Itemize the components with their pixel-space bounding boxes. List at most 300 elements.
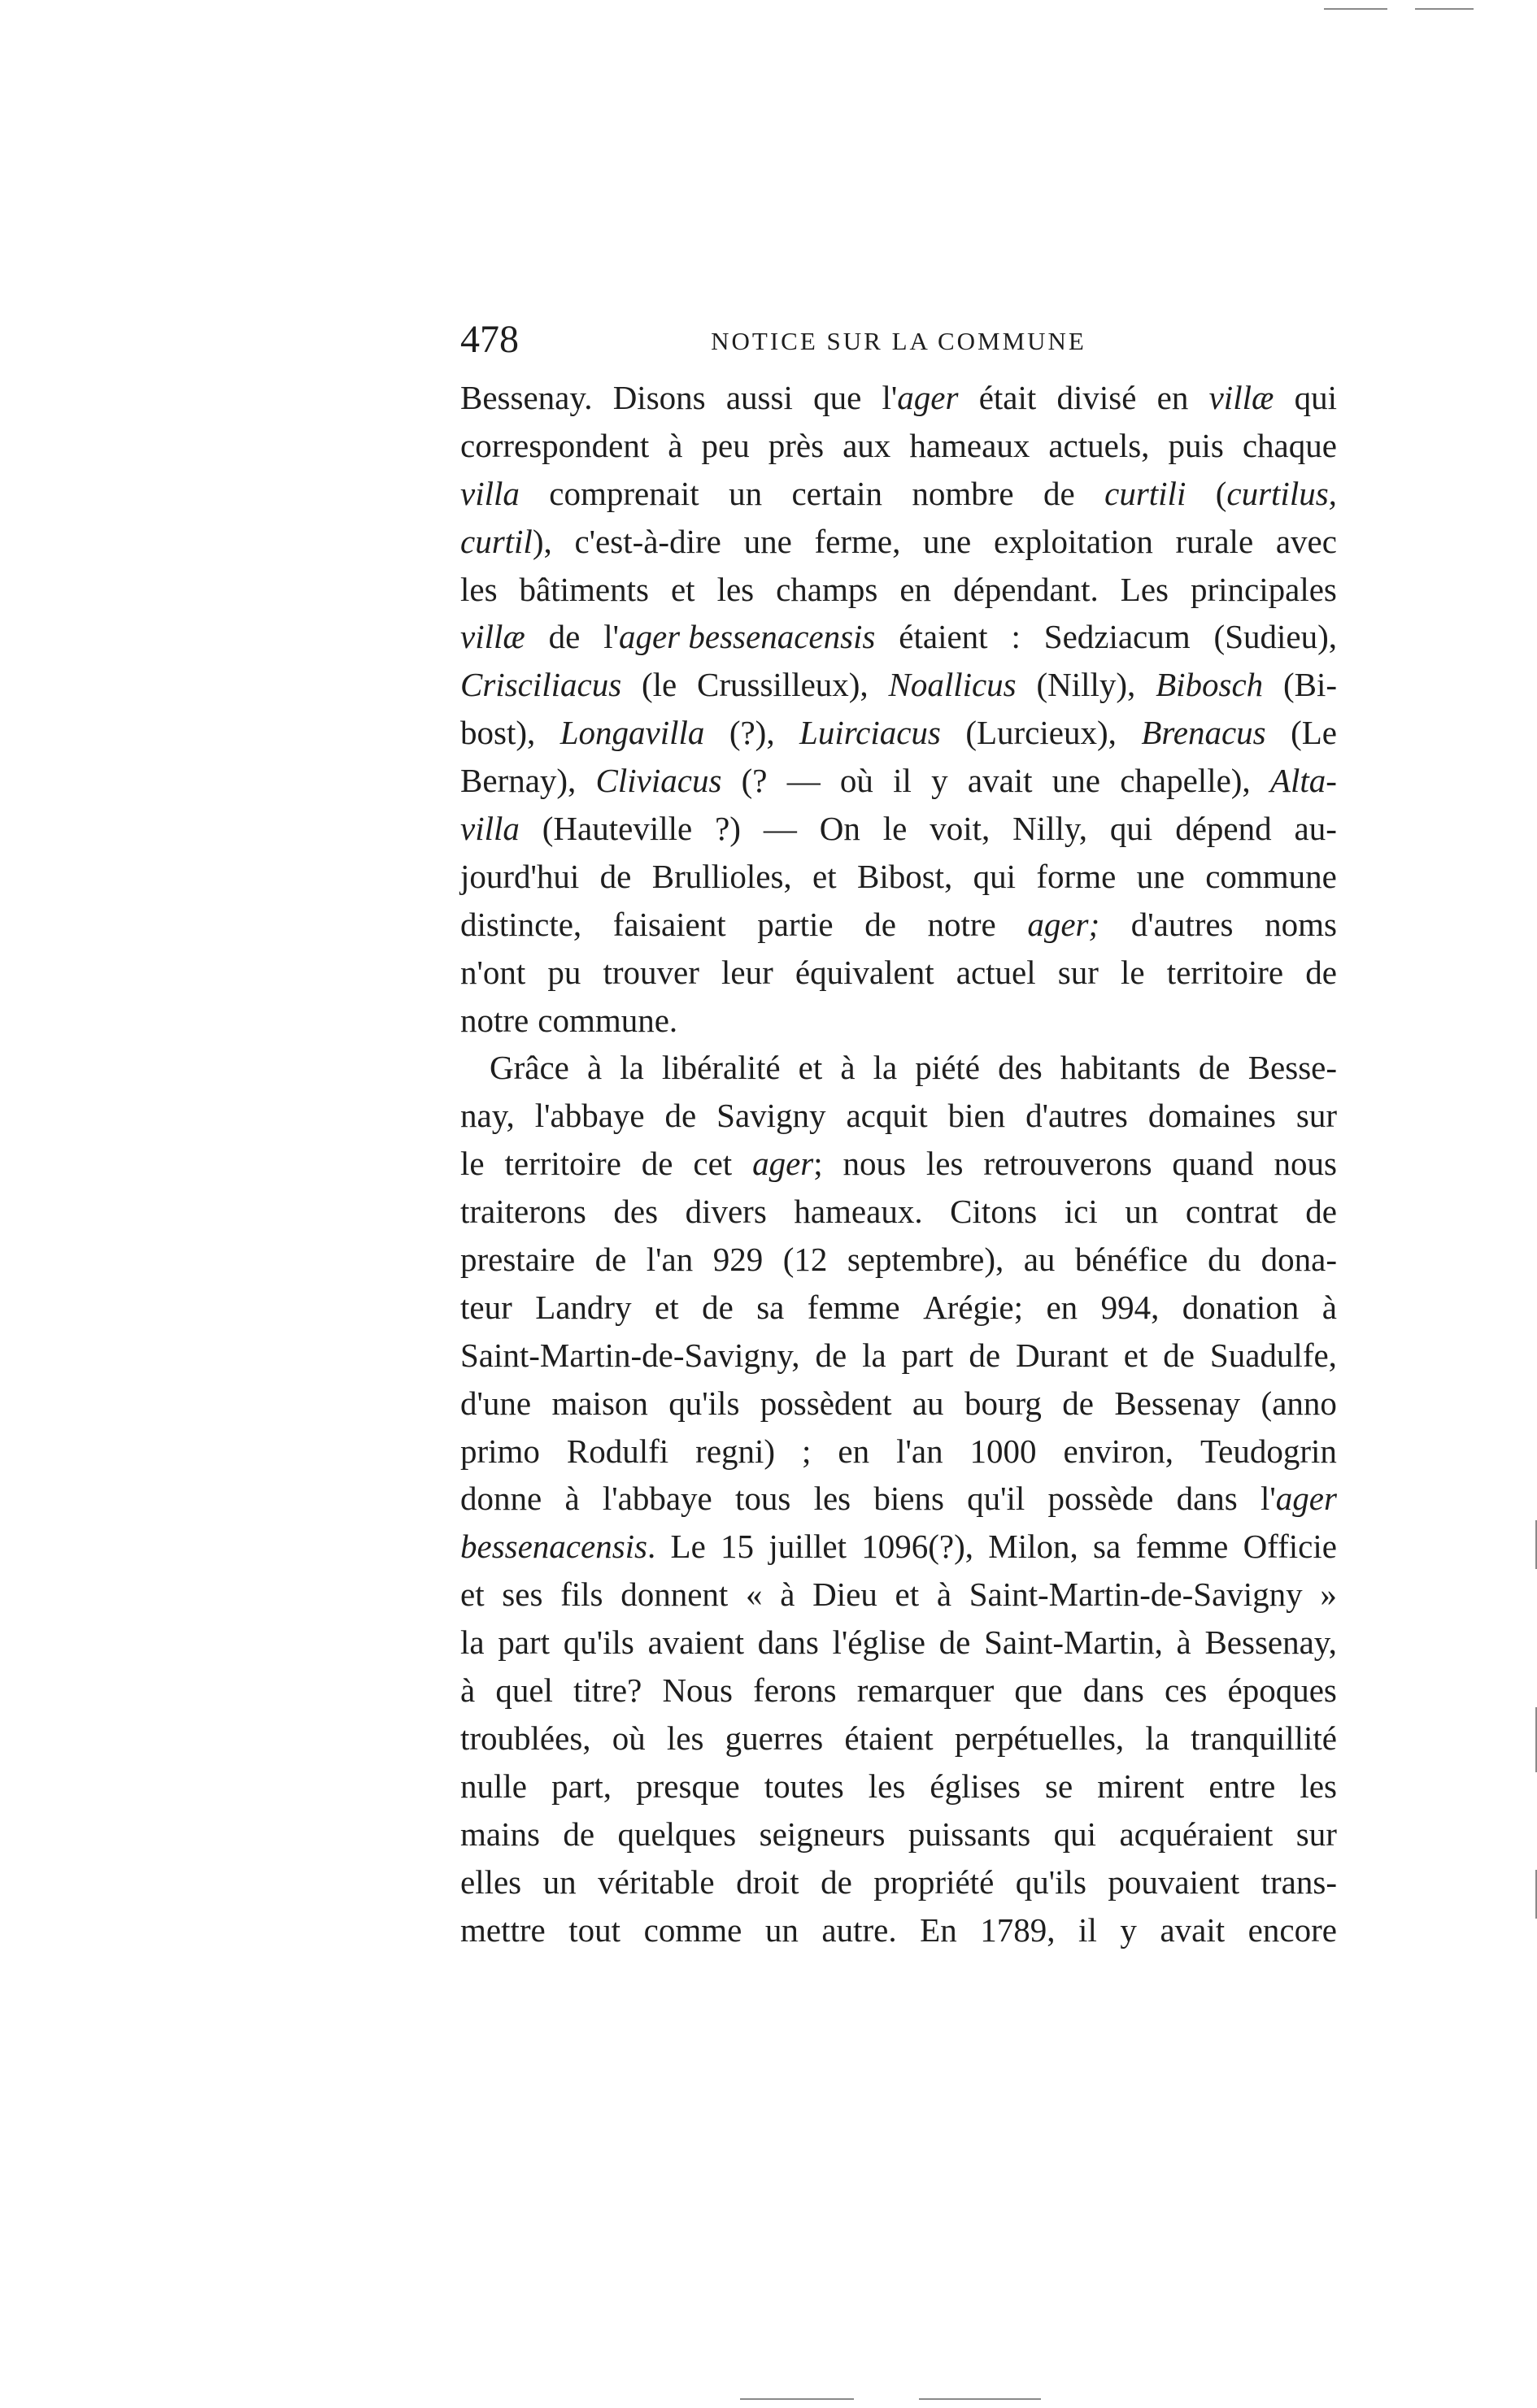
word-group	[908, 1810, 1030, 1858]
word: quand	[1172, 1145, 1254, 1183]
text-line	[460, 997, 1337, 1045]
word: avait	[1160, 1910, 1226, 1949]
word: forme	[1036, 857, 1117, 895]
text-line	[460, 709, 1337, 757]
word-group	[1274, 1140, 1337, 1188]
word-group	[460, 1858, 521, 1906]
word: —	[763, 810, 797, 848]
word: Crussilleux),	[697, 666, 869, 704]
word-group	[1167, 949, 1283, 997]
text-line	[460, 1619, 1337, 1667]
word: biens	[873, 1480, 944, 1518]
word: sa	[756, 1288, 785, 1326]
word: noms	[1265, 905, 1337, 943]
word: qu'ils	[1015, 1863, 1086, 1901]
word: de	[821, 1863, 852, 1901]
word: de	[641, 1145, 673, 1183]
word-group	[1261, 1475, 1337, 1523]
word: un	[729, 474, 763, 512]
word: hameaux	[909, 426, 1030, 464]
word-group	[564, 1619, 634, 1667]
page-number: 478	[460, 318, 519, 361]
word-group	[783, 1236, 828, 1284]
word: Saint-Martin-de-Savigny,	[460, 1336, 800, 1374]
page-body	[460, 374, 1337, 1954]
word: remarquer	[856, 1671, 995, 1710]
word-group	[1135, 1523, 1228, 1571]
word-group	[873, 1858, 994, 1906]
word: guerres	[725, 1719, 824, 1757]
word: ;	[813, 1145, 823, 1183]
word: environ,	[1063, 1432, 1174, 1470]
text-line	[460, 1236, 1337, 1284]
word-group	[1305, 949, 1337, 997]
text-line	[460, 1858, 1337, 1906]
word: de	[702, 1288, 734, 1326]
word: y	[1120, 1910, 1137, 1949]
italic-word: curtilus,	[1226, 474, 1337, 512]
word-group	[1157, 374, 1189, 422]
word-group	[613, 901, 726, 949]
word-group	[1261, 1858, 1337, 1906]
word: exploitation	[993, 522, 1153, 560]
word: Rodulfi	[566, 1432, 669, 1470]
word-group	[1300, 1763, 1337, 1810]
word-group	[1120, 1906, 1137, 1954]
word-group	[613, 1188, 658, 1236]
word: le	[882, 810, 908, 848]
word: pouvaient	[1108, 1863, 1240, 1901]
word: Besse-	[1247, 1049, 1337, 1087]
word-group	[756, 1284, 784, 1332]
word-group	[1175, 805, 1271, 853]
word: que	[1014, 1671, 1063, 1710]
word: Citons	[950, 1193, 1038, 1231]
word: (Sudieu),	[1213, 618, 1337, 656]
word: avec	[1275, 522, 1337, 560]
word: pu	[547, 953, 581, 991]
word: la	[620, 1049, 644, 1087]
word-group	[1208, 1236, 1241, 1284]
word-group	[542, 805, 692, 853]
word-group	[1052, 757, 1100, 805]
word: 1096(?),	[861, 1528, 973, 1566]
word: tous	[734, 1480, 791, 1518]
word-group	[869, 1763, 906, 1810]
word: possèdent	[760, 1384, 892, 1422]
italic-word: villæ	[460, 618, 525, 656]
italic-word: Luirciacus	[799, 714, 941, 752]
word: Bibost,	[856, 857, 953, 895]
word: puis	[1168, 426, 1224, 464]
text-line	[460, 613, 1337, 661]
word-group	[808, 1284, 900, 1332]
word: (12	[782, 1241, 828, 1279]
word: il	[1078, 1910, 1097, 1949]
word-group	[460, 1236, 575, 1284]
word-group	[843, 422, 890, 470]
word: qui	[1109, 810, 1153, 848]
word-group	[1243, 422, 1337, 470]
word-group	[998, 1044, 1043, 1092]
word-group	[1057, 374, 1137, 422]
word-group	[460, 901, 581, 949]
word: toutes	[764, 1767, 844, 1805]
word: chapelle),	[1120, 762, 1251, 800]
word-group	[1114, 1380, 1240, 1428]
word-group	[736, 1858, 799, 1906]
word-group	[1320, 1571, 1337, 1619]
text-line	[460, 1763, 1337, 1810]
word: c'est-à-dire	[574, 522, 721, 560]
text-line	[460, 566, 1337, 614]
word: Durant	[1015, 1336, 1108, 1374]
word: faisaient	[612, 905, 726, 943]
word: quelques	[617, 1815, 737, 1853]
word-group	[697, 661, 869, 709]
word: les	[666, 1719, 704, 1757]
word: de	[1163, 1336, 1195, 1374]
word: à	[668, 426, 683, 464]
word: l'	[882, 379, 898, 416]
word-group	[1216, 470, 1337, 518]
word: dans	[757, 1623, 819, 1662]
word: l'église	[832, 1623, 925, 1662]
word: du	[1208, 1241, 1242, 1279]
word: bourg	[964, 1384, 1042, 1422]
word: commune	[1205, 857, 1337, 895]
word: leur	[721, 953, 773, 991]
word: de	[1062, 1384, 1094, 1422]
word: l'	[1260, 1480, 1276, 1518]
word-group	[603, 613, 875, 661]
italic-word: ager bessenacensis	[618, 618, 876, 656]
word-group	[721, 949, 773, 997]
word-group	[902, 1332, 954, 1380]
word-group	[460, 1523, 655, 1571]
word-group	[984, 1619, 1163, 1667]
text-line	[460, 1475, 1337, 1523]
word: l'abbaye	[602, 1480, 712, 1518]
word: les	[925, 1145, 964, 1183]
word-group	[965, 709, 1117, 757]
word: véritable	[598, 1863, 715, 1901]
word-group	[1120, 757, 1250, 805]
word: de	[664, 1097, 697, 1135]
word-group	[1156, 661, 1263, 709]
word: comme	[643, 1910, 742, 1949]
word: et	[460, 1576, 485, 1614]
word: 1000	[969, 1432, 1037, 1470]
scan-mark-bottom	[740, 2398, 854, 2400]
word: au	[1023, 1241, 1056, 1279]
word-group	[1199, 1044, 1230, 1092]
word: avait	[967, 762, 1033, 800]
word: primo	[460, 1432, 540, 1470]
word-group	[665, 1092, 697, 1140]
word-group	[873, 1044, 898, 1092]
word: la	[862, 1336, 886, 1374]
word: en	[838, 1432, 870, 1470]
word: le	[460, 1145, 485, 1183]
word: femme	[807, 1288, 900, 1326]
word-group	[647, 1236, 693, 1284]
word: nombre	[912, 474, 1014, 512]
word-group	[549, 613, 581, 661]
word-group	[752, 1140, 823, 1188]
word-group	[862, 1332, 886, 1380]
word-group	[1048, 1475, 1154, 1523]
word: d'autres	[1025, 1097, 1128, 1135]
word: Grâce	[490, 1049, 569, 1087]
word-group	[795, 949, 934, 997]
word: de	[969, 1336, 1001, 1374]
word-group	[744, 518, 792, 566]
word-group	[1083, 1667, 1144, 1715]
word-group	[543, 1858, 577, 1906]
italic-word: bessenacensis	[460, 1528, 648, 1566]
word-group	[847, 1236, 1004, 1284]
word-group	[794, 1188, 922, 1236]
word-group	[1205, 853, 1337, 901]
word: dépendant.	[953, 570, 1099, 608]
text-line	[460, 1332, 1337, 1380]
word-group	[568, 1906, 620, 1954]
word: avaient	[647, 1623, 744, 1662]
word-group	[768, 1523, 847, 1571]
word-group	[956, 949, 1036, 997]
word-group	[1093, 1523, 1121, 1571]
word-group	[1182, 1284, 1299, 1332]
word: seigneurs	[759, 1815, 886, 1853]
word-group	[1110, 805, 1152, 853]
text-line	[460, 1044, 1337, 1092]
word: qui	[1294, 379, 1337, 416]
word-group	[693, 1140, 732, 1188]
word-group	[776, 566, 877, 614]
word: commune.	[538, 1001, 678, 1039]
word-group	[1044, 613, 1191, 661]
word: dépend	[1175, 810, 1272, 848]
word: et	[895, 1576, 920, 1614]
word-group	[980, 1906, 1055, 1954]
word-group	[617, 1810, 736, 1858]
word-group	[764, 1763, 844, 1810]
word-group	[538, 997, 677, 1045]
word: bien	[947, 1097, 1006, 1135]
word: divisé	[1056, 379, 1137, 416]
word: équivalent	[795, 953, 934, 991]
word-group	[994, 518, 1153, 566]
italic-word: curtil	[460, 522, 533, 560]
word: quel	[495, 1671, 553, 1710]
word: peu	[701, 426, 750, 464]
word: Teudogrin	[1200, 1432, 1337, 1470]
word-group	[1048, 422, 1149, 470]
word-group	[671, 1523, 706, 1571]
word: elles	[460, 1863, 522, 1901]
word-group	[460, 709, 535, 757]
italic-word: Crisciliacus	[460, 666, 622, 704]
word-group	[695, 1428, 775, 1476]
word: ferme,	[814, 522, 901, 560]
word: bénéfice	[1074, 1241, 1188, 1279]
word-group	[1305, 1188, 1337, 1236]
scan-mark-top	[1324, 8, 1387, 10]
word-group	[953, 566, 1099, 614]
word-group	[1011, 613, 1020, 661]
word: acquit	[846, 1097, 928, 1135]
word: puissants	[908, 1815, 1031, 1853]
word: en	[1046, 1288, 1078, 1326]
word: (Nilly),	[1036, 666, 1136, 704]
word-group	[883, 805, 908, 853]
word-group	[764, 805, 797, 853]
word-group	[460, 1140, 485, 1188]
word: ses	[502, 1576, 543, 1614]
word: de	[1305, 953, 1337, 991]
word: bost),	[460, 714, 536, 752]
word-group	[567, 1428, 668, 1476]
word-group	[746, 1571, 763, 1619]
word: ;	[802, 1432, 812, 1470]
word: qui	[1053, 1815, 1097, 1853]
word-group	[495, 1667, 553, 1715]
word-group	[861, 1523, 973, 1571]
word-group	[1228, 1667, 1337, 1715]
word: libéralité	[661, 1049, 781, 1087]
word: presque	[636, 1767, 740, 1805]
text-line	[460, 1571, 1337, 1619]
word-group	[1163, 1332, 1195, 1380]
word-group	[864, 901, 896, 949]
text-line	[460, 518, 1337, 566]
word-group	[686, 1188, 767, 1236]
word: Nous	[662, 1671, 734, 1710]
word-group	[968, 757, 1033, 805]
word-group	[1283, 661, 1337, 709]
word-group	[1204, 1619, 1336, 1667]
word-group	[1036, 853, 1116, 901]
word-group	[460, 566, 498, 614]
word-group	[964, 1380, 1042, 1428]
word-group	[1209, 374, 1274, 422]
text-line	[460, 1523, 1337, 1571]
word-group	[1065, 1188, 1098, 1236]
word: donne	[460, 1480, 542, 1518]
word-group	[909, 422, 1030, 470]
word-group	[833, 1619, 925, 1667]
word: que	[813, 379, 862, 416]
word-group	[896, 1428, 943, 1476]
word-group	[787, 757, 821, 805]
word: qui	[973, 857, 1017, 895]
word-group	[1145, 1715, 1169, 1763]
word-group	[1176, 518, 1254, 566]
word: rurale	[1175, 522, 1254, 560]
text-line	[460, 949, 1337, 997]
word: un	[542, 1863, 577, 1901]
word-group	[969, 1332, 1000, 1380]
text-line	[460, 1906, 1337, 1954]
word-group	[460, 1906, 546, 1954]
word-group	[460, 805, 520, 853]
word-group	[857, 853, 952, 901]
word: droit	[736, 1863, 799, 1901]
word-group	[1027, 901, 1099, 949]
word-group	[915, 1044, 980, 1092]
scan-mark-top	[1415, 8, 1474, 10]
word: maison	[551, 1384, 648, 1422]
italic-word: Longavilla	[560, 714, 705, 752]
word: où	[612, 1719, 646, 1757]
word: On	[819, 810, 860, 848]
word-group	[460, 853, 579, 901]
word-group	[460, 949, 525, 997]
word-group	[642, 661, 677, 709]
word-group	[1125, 1188, 1158, 1236]
word: nulle	[460, 1767, 527, 1805]
word: Bessenay,	[1204, 1623, 1337, 1662]
word-group	[460, 470, 520, 518]
word-group	[648, 1619, 744, 1667]
word: époques	[1227, 1671, 1337, 1710]
word: de	[548, 618, 581, 656]
word: (?	[741, 762, 768, 800]
word-group	[460, 661, 621, 709]
word-group	[721, 1523, 754, 1571]
word: Les	[1120, 570, 1169, 608]
word: ?)	[715, 810, 741, 848]
word-group	[1025, 1092, 1128, 1140]
word: domaines	[1147, 1097, 1276, 1135]
italic-word: villa	[460, 474, 520, 512]
word: qu'ils	[668, 1384, 740, 1422]
word-group	[1177, 1475, 1238, 1523]
word-group	[1046, 1284, 1078, 1332]
word-group	[1248, 1044, 1337, 1092]
word: (?),	[729, 714, 775, 752]
word: des	[998, 1049, 1043, 1087]
word: d'une	[460, 1384, 532, 1422]
text-line	[460, 661, 1337, 709]
word-group	[899, 613, 987, 661]
word-group	[1296, 1092, 1337, 1140]
word-group	[1168, 422, 1223, 470]
word: dona-	[1261, 1241, 1337, 1279]
word: ici	[1064, 1193, 1098, 1231]
word-group	[1054, 1810, 1096, 1858]
word-group	[1265, 901, 1337, 949]
word: Bessenay.	[460, 379, 593, 416]
word: de	[815, 1336, 847, 1374]
word-group	[520, 566, 649, 614]
word-group	[564, 1475, 579, 1523]
text-line	[460, 470, 1337, 518]
word: étaient	[899, 618, 988, 656]
word-group	[1322, 1284, 1337, 1332]
word: trouver	[603, 953, 699, 991]
word-group	[1121, 566, 1169, 614]
word: En	[920, 1910, 957, 1949]
word: Saint-Martin-de-Savigny	[969, 1576, 1303, 1614]
word-group	[460, 1380, 531, 1428]
word-group	[652, 853, 792, 901]
word-group	[460, 1810, 540, 1858]
word: actuels,	[1048, 426, 1150, 464]
word: aux	[843, 426, 891, 464]
word-group	[967, 1475, 1025, 1523]
